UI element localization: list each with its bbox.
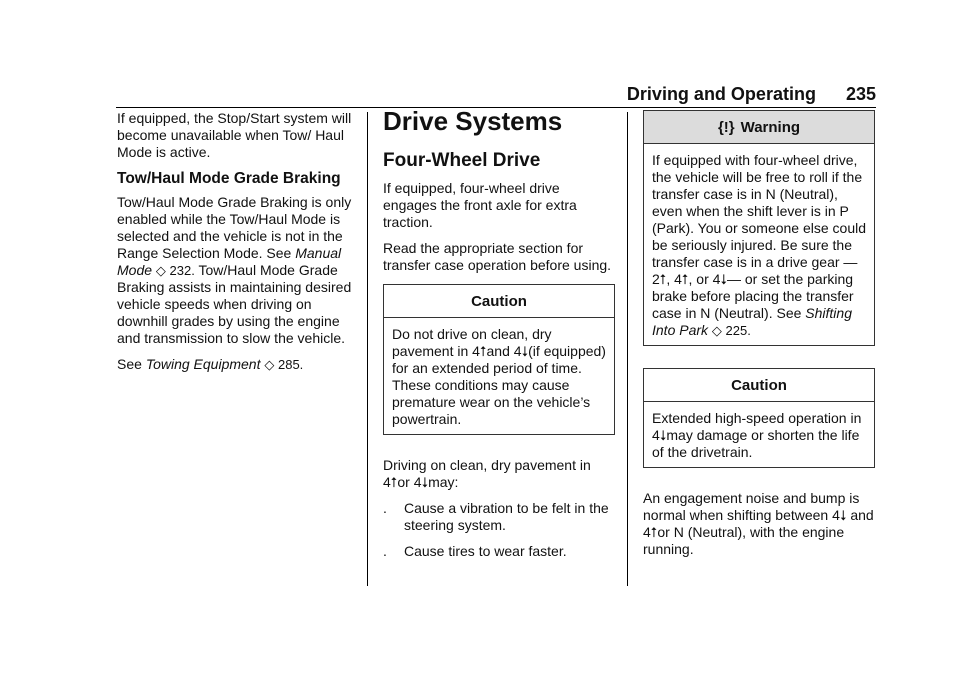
warning-header: [644, 111, 874, 144]
caution-title: Caution: [384, 285, 614, 318]
list-item: . Cause tires to wear faster.: [383, 543, 567, 559]
caution-box-2: [643, 368, 875, 468]
warning-icon: {!}: [717, 118, 735, 136]
shifting-into-park-page-ref[interactable]: ◇ 225.: [711, 323, 751, 338]
column-2: [383, 106, 615, 569]
tow-haul-paragraph: Tow/Haul Mode Grade Braking is only enabled while the Tow/Haul Mode is selected and the vehicle is not in the Range Selection Mode. See Manual Mode ◇ 232. Tow/Haul Mode Grade Braking assists in maintaining desired vehicle speeds when driving on downhill grades by using the engine and transmission to slow the vehicle.: [117, 194, 352, 346]
towing-equipment-link[interactable]: Towing Equipment: [145, 356, 261, 372]
caution-text-2: Extended high-speed operation in 4⭣may damage or shorten the life of the drivetrain.: [652, 410, 862, 460]
warning-text: If equipped with four-wheel drive, the vehicle will be free to roll if the transfer case is in N (Neutral), even when the shift lever is in P (Park). You or someone else could be seriously injured. Be sure the transfer case is in a drive gear — 2⭡, 4⭡, or 4⭣— or set the parking brake before placing the transfer case in N (Neutral). See Shifting Into Park ◇ 225.: [652, 152, 867, 338]
caution-title-2: Caution: [644, 369, 874, 402]
column-3: [643, 110, 875, 567]
list-item: . Cause a vibration to be felt in the steering system.: [383, 500, 609, 533]
four-wheel-intro: If equipped, four-wheel drive engages the front axle for extra traction.: [383, 180, 577, 230]
four-wheel-drive-heading: Four-Wheel Drive: [383, 150, 541, 171]
see-towing-paragraph: See Towing Equipment ◇ 285.: [117, 356, 304, 372]
dry-pavement-paragraph: Driving on clean, dry pavement in 4⭡or 4⭣may:: [383, 457, 591, 490]
tow-haul-heading: Tow/Haul Mode Grade Braking: [117, 170, 341, 187]
column-divider-1: [367, 112, 368, 586]
page-header: [627, 84, 876, 105]
shifting-into-park-link[interactable]: Shifting Into Park: [652, 305, 852, 338]
transfer-case-paragraph: Read the appropriate section for transfer case operation before using.: [383, 240, 612, 273]
caution-text: Do not drive on clean, dry pavement in 4⭡and 4⭣(if equipped) for an extended period of time. These conditions may cause premature wear on the vehicle’s powertrain.: [392, 326, 606, 427]
towing-equipment-page-ref[interactable]: ◇ 285.: [264, 357, 304, 372]
engagement-noise-paragraph: An engagement noise and bump is normal when shifting between 4⭣ and 4⭡or N (Neutral), with the engine running.: [643, 490, 874, 557]
section-title: Driving and Operating: [626, 84, 816, 104]
column-1: [117, 110, 357, 382]
warning-box: [643, 110, 875, 346]
column-divider-2: [627, 112, 628, 586]
stop-start-paragraph: If equipped, the Stop/Start system will become unavailable when Tow/ Haul Mode is active.: [117, 110, 352, 160]
manual-mode-page-ref[interactable]: ◇ 232.: [155, 263, 195, 278]
warning-title: Warning: [740, 118, 801, 136]
page-number: 235: [845, 84, 876, 104]
drive-systems-heading: Drive Systems: [383, 106, 563, 136]
manual-mode-link[interactable]: Manual Mode: [117, 245, 342, 278]
caution-box: [383, 284, 615, 435]
